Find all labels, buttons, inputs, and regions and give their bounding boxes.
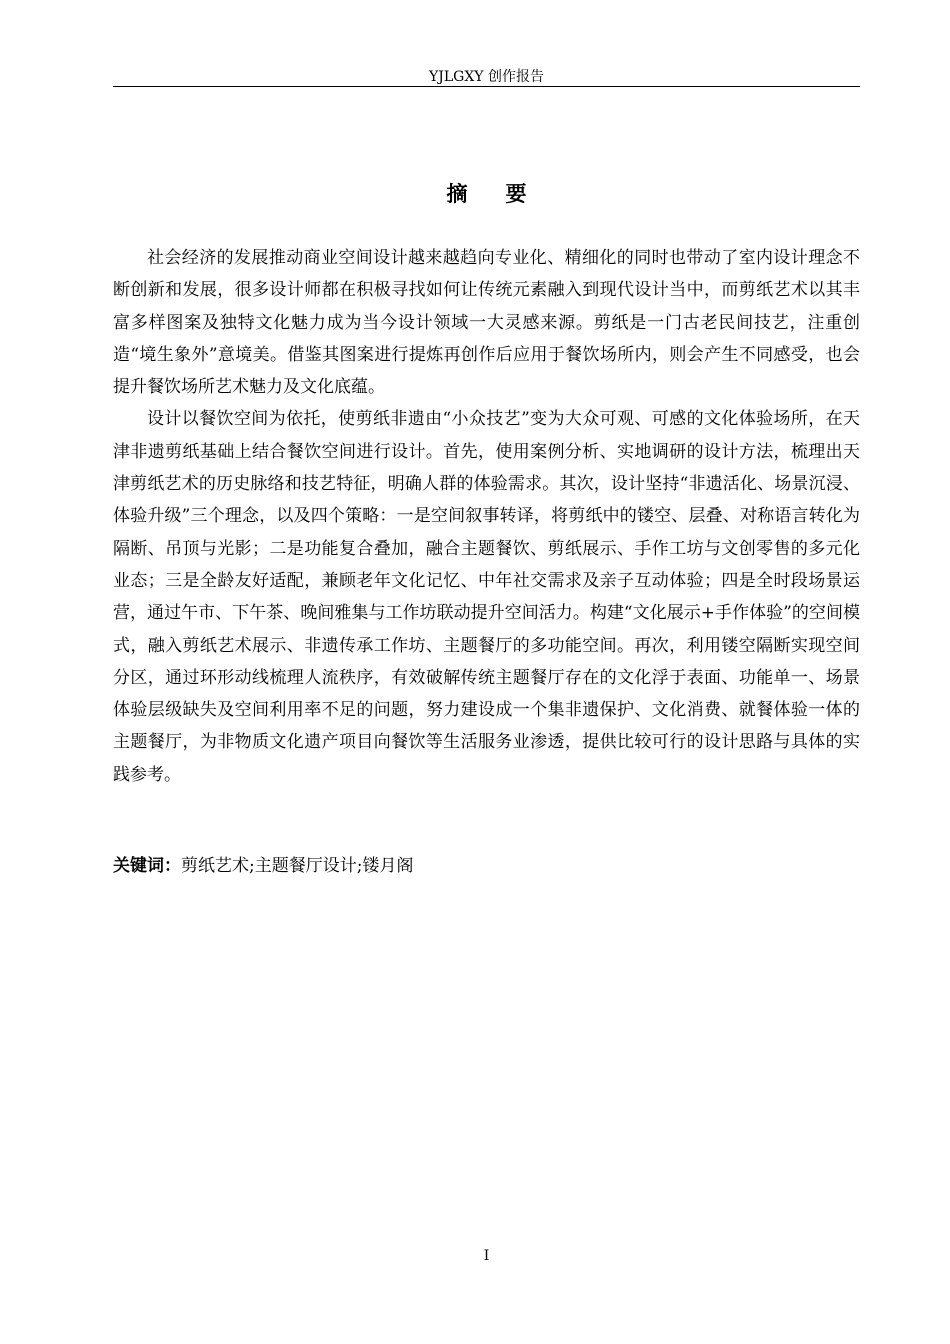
abstract-paragraph-1: 社会经济的发展推动商业空间设计越来越趋向专业化、精细化的同时也带动了室内设计理念不断创新和发展，很多设计师都在积极寻找如何让传统元素融入到现代设计当中，而剪纸艺术以其丰富多样图案及独特文化魅力成为当今设计领域一大灵感来源。剪纸是一门古老民间技艺，注重创造“境生象外”意境美。借鉴其图案进行提炼再创作后应用于餐饮场所内，则会产生不同感受，也会提升餐饮场所艺术魅力及文化底蕴。: [113, 248, 860, 398]
abstract-body: [113, 242, 860, 791]
header-rule: [113, 86, 860, 87]
keywords-value: 剪纸艺术;主题餐厅设计;镂月阁: [181, 856, 414, 876]
running-header: YJLGXY 创作报告: [429, 69, 544, 85]
abstract-title: 摘要: [446, 182, 565, 206]
keywords-label: 关键词：: [113, 856, 181, 876]
page-number: I: [483, 1248, 490, 1264]
abstract-paragraph-2: 设计以餐饮空间为依托，使剪纸非遗由“小众技艺”变为大众可观、可感的文化体验场所，在天津非遗剪纸基础上结合餐饮空间进行设计。首先，使用案例分析、实地调研的设计方法，梳理出天津剪纸艺术的历史脉络和技艺特征，明确人群的体验需求。其次，设计坚持“非遗活化、场景沉浸、体验升级”三个理念，以及四个策略：一是空间叙事转译，将剪纸中的镂空、层叠、对称语言转化为隔断、吊顶与光影；二是功能复合叠加，融合主题餐饮、剪纸展示、手作工坊与文创零售的多元化业态；三是全龄友好适配，兼顾老年文化记忆、中年社交需求及亲子互动体验；四是全时段场景运营，通过午市、下午茶、晚间雅集与工作坊联动提升空间活力。构建“文化展示+手作体验”的空间模式，融入剪纸艺术展示、非遗传承工作坊、主题餐厅的多功能空间。再次，利用镂空隔断实现空间分区，通过环形动线梳理人流秩序，有效破解传统主题餐厅存在的文化浮于表面、功能单一、场景体验层级缺失及空间利用率不足的问题，努力建设成一个集非遗保护、文化消费、就餐体验一体的主题餐厅，为非物质文化遗产项目向餐饮等生活服务业渗透，提供比较可行的设计思路与具体的实践参考。: [113, 409, 860, 785]
keywords-line: [113, 850, 860, 882]
